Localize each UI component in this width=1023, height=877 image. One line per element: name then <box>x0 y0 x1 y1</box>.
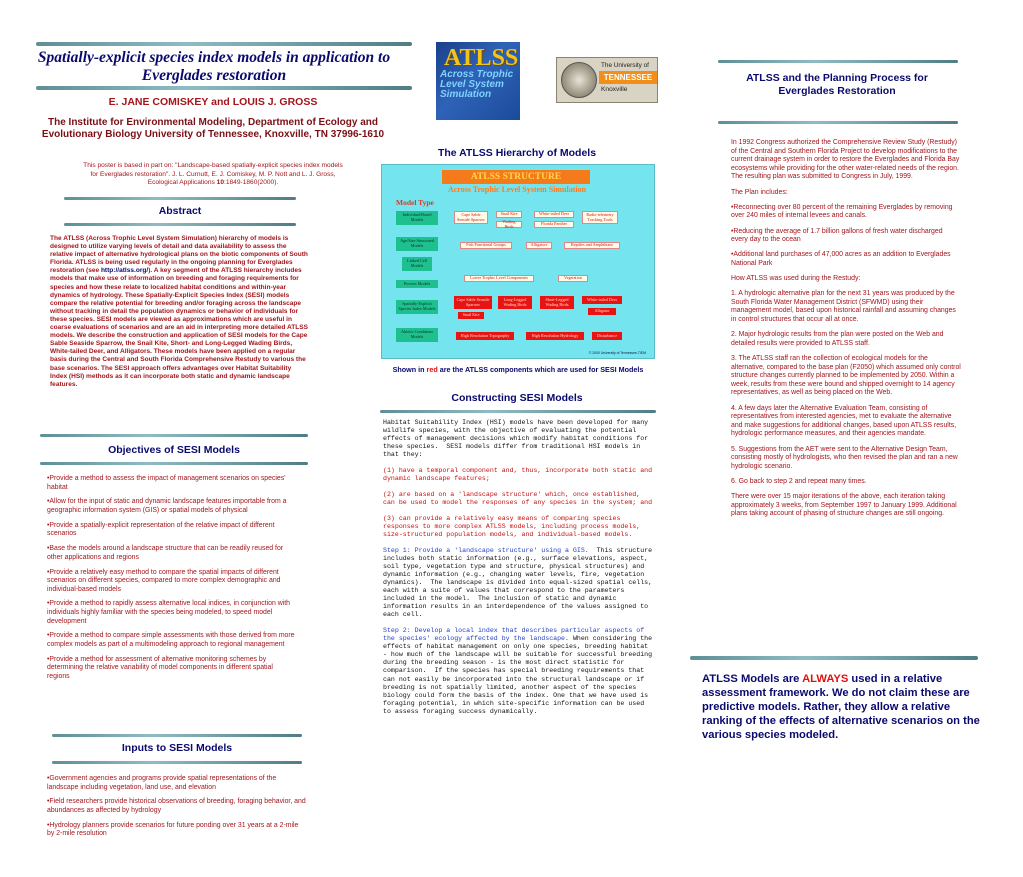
planning-text <box>731 139 961 526</box>
diagram-box: Cape Sable Seaside Sparrow <box>454 211 488 224</box>
caption-red-word: red <box>426 365 438 374</box>
planning-paragraph: •Additional land purchases of 47,000 acres as an addition to Everglades National Park <box>731 251 951 267</box>
planning-paragraph: How ATLSS was used during the Restudy: <box>731 275 861 283</box>
input-item: •Hydrology planners provide scenarios for future ponding over 31 years at a 2-mile by 2-mile resolution <box>47 821 299 838</box>
diagram-copyright: © 2000 University of Tennessee-TIEM <box>588 351 646 355</box>
closing-statement <box>702 672 982 742</box>
planning-paragraph: 4. A few days later the Alternative Evaluation Team, consisting of representatives from interested agencies, met to evaluate the alternative and make suggestions for additional changes, based upon ATLSS results, hydrologic performance measures, and their agencies mandate. <box>731 404 957 438</box>
diagram-box: Snail Kite <box>496 211 522 218</box>
diagram-box-sesi: Long-Legged Wading Birds <box>498 296 532 309</box>
diagram-box: Wading Birds <box>496 221 522 228</box>
diagram-box-sesi: White-tailed Deer <box>582 296 622 304</box>
constructing-text <box>383 419 657 724</box>
diagram-title: ATLSS STRUCTURE <box>442 170 590 184</box>
university-line3: Knoxville <box>601 86 628 93</box>
planning-paragraph: There were over 15 major iterations of the above, each iteration taking approximately 3 weeks, from September 1997 to January 1999. Additional plans taking account of phasing of structure changes are still ongoing. <box>731 493 957 518</box>
diagram-row-label: Spatially-Explicit Species Index Models <box>396 300 438 314</box>
closing-text-b: used in a relative assessment framework. We do not claim these are predictive models. Rather, they allow a relative ranking of the effects of alternative scenarios on the various species modeled. <box>702 673 980 741</box>
title-rule-top <box>36 42 412 46</box>
closing-always: ALWAYS <box>802 673 849 685</box>
atlss-url-link[interactable]: http://atlss.org/ <box>100 267 149 275</box>
objective-item: •Base the models around a landscape structure that can be readily reused for other applications and regions <box>47 545 284 561</box>
diagram-box-sesi: Disturbance <box>592 332 622 340</box>
planning-paragraph: In 1992 Congress authorized the Comprehensive Review Study (Restudy) of the Central and Southern Florida Project to develop modifications to the current drainage system in order to restore the Everglades and Florida Bay ecosystems while providing for the other water-related needs of the region. The resulting plan was submitted to Congress in July, 1999. <box>731 139 960 181</box>
constructing-point-3: (3) can provide a relatively easy means of comparing species responses to more complex ATLSS models, including process models, size-structured population models, and individual-based models. <box>383 514 645 538</box>
diagram-row-label: Individual-Based Models <box>396 211 438 225</box>
diagram-box: Florida Panther <box>534 221 574 228</box>
diagram-box: Vegetation <box>558 275 588 282</box>
constructing-point-1: (1) have a temporal component and, thus, incorporate both static and dynamic landscape features; <box>383 467 657 483</box>
step-2-label: Step 2: Develop a local index that describes particular aspects of the species' ecology affected by the landscape. <box>383 626 649 643</box>
caption-text-a: Shown in <box>392 365 427 374</box>
diagram-box: Reptiles and Amphibians <box>564 242 620 249</box>
institute: The Institute for Environmental Modeling, Department of Ecology and Evolutionary Biology University of Tennessee, Knoxville, TN 37996-1610 <box>41 117 385 140</box>
atlss-logo-subtitle: Across Trophic Level System Simulation <box>440 69 514 100</box>
planning-paragraph: 3. The ATLSS staff ran the collection of ecological models for the alternative, compared to the base plan (F2050) which assumed only control structure changes currently planned to be implemented by 2050. Within a week, results from these were bound and shipped overnight to 14 agency representatives, as well as being placed on the Web. <box>731 355 961 397</box>
diagram-box: Radio-telemetry Tracking Tools <box>582 211 618 224</box>
planning-paragraph: 5. Suggestions from the AET were sent to the Alternative Design Team, consisting mostly of hydrologists, who then revised the plan and ran a new hydrologic scenario. <box>731 445 958 470</box>
constructing-point-2: (2) are based on a 'landscape structure' which, once established, can be used to model the responses of any species in the system; and <box>383 490 653 506</box>
title-rule-bottom <box>36 86 412 90</box>
diagram-box: Lower Trophic Level Components <box>464 275 534 282</box>
abstract-rule-top <box>64 197 296 200</box>
constructing-intro: Habitat Suitability Index (HSI) models have been developed for many wildlife species, with the objective of evaluating the potential effects of management decisions which modify habitat conditions for these species. SESI models differ from traditional HSI models in that they: <box>383 419 653 459</box>
citation-volume: 10 <box>216 179 224 187</box>
diagram-row-label: Abiotic Conditions Models <box>396 328 438 342</box>
atlss-logo <box>436 42 520 120</box>
authors: E. JANE COMISKEY and LOUIS J. GROSS <box>108 96 318 108</box>
step-2-text: When considering the effects of habitat management on only one species, breeding habitat - how much of the landscape will be suitable for successful breeding during the breeding season - is the most direct statistic for comparison. If the species has special breeding requirements that can not easily be incorporated into the structural landscape or if breeding is not spatially limited, another aspect of the species biology could form the basis of the index. One that we have used is foraging potential, in which site-specific information can be used to assess foraging success dynamically. <box>383 635 657 715</box>
objective-item: •Provide a method to compare simple assessments with those derived from more complex models as part of a multimodeling approach to regional management <box>47 632 295 649</box>
constructing-step-2 <box>383 626 657 716</box>
atlss-logo-word: ATLSS <box>444 45 519 71</box>
caption-text-b: are the ATLSS components which are used for SESI Models <box>437 365 644 374</box>
constructing-heading: Constructing SESI Models <box>451 392 583 404</box>
abstract-text-b: ). A key segment of the ATLSS hierarchy includes models that make use of information on breeding and foraging requirements for species and how these relate to localized habitat conditions and within-year dynamics of hydrology. These Spatially-Explicit Species Index (SESI) models compare the relative potential for breeding and/or foraging across the landscape without tracking in detail the population dynamics or behavior of individuals for these species. SESI models are viewed as approximations which are useful in coarse evaluations of scenarios and are an aid in interpreting more detailed ATLSS models. We describe the construction and application of SESI models for the Cape Sable Seaside Sparrow, the Snail Kite, Short- and Long-Legged Wading Birds, White-tailed Deer, and Alligators. These models have been applied on a regular basis during the Central and South Florida Comprehensive Restudy to various the base scenarios. The SESI approach offers advantages over Habitat Suitability Index (HSI) methods as it can incorporate both static and dynamic landscape features. <box>50 267 308 388</box>
diagram-box: Fish Functional Groups <box>460 242 512 249</box>
inputs-rule-bottom <box>52 761 302 764</box>
planning-paragraph: 1. A hydrologic alternative plan for the next 31 years was produced by the South Florida Water Management District (SFWMD) using their management model, based upon historical rainfall and assuming changes in control structures that occur all at once. <box>731 290 956 324</box>
planning-rule-top <box>718 60 958 63</box>
step-1-text: This structure includes both static information (e.g., surface elevations, aspect, soil type, vegetation type and structure, physical structures) and dynamic information (e.g., changing water levels, fire, vegetation dynamics). The landscape is divided into equal-sized spatial cells, each with a suite of values that correspond to the parameters included in the model. The inclusion of static and dynamic information results in an interdependence of the values assigned to each cell. <box>383 546 657 619</box>
objectives-heading: Objectives of SESI Models <box>108 444 240 456</box>
planning-paragraph: 6. Go back to step 2 and repeat many times. <box>731 477 867 485</box>
diagram-box-sesi: Alligator <box>588 308 616 315</box>
diagram-row-label: Linked Cell Models <box>402 257 432 271</box>
objectives-rule-top <box>40 434 308 437</box>
diagram-box-sesi: High Resolution Hydrology <box>526 332 584 340</box>
diagram-subtitle: Across Trophic Level System Simulation <box>447 185 587 194</box>
citation-note <box>80 162 346 188</box>
step-1-label: Step 1: Provide a 'landscape structure' using a GIS. <box>383 546 589 554</box>
diagram-box-sesi: Short-Legged Wading Birds <box>540 296 574 309</box>
diagram-row-label: Process Models <box>396 280 438 288</box>
diagram-box-sesi: Cape Sable Seaside Sparrow <box>454 296 492 309</box>
diagram-row-label: Age/Size Structured Models <box>396 237 438 251</box>
atlss-hierarchy-diagram <box>381 164 655 359</box>
inputs-heading: Inputs to SESI Models <box>121 742 233 754</box>
abstract-text-a: The ATLSS (Across Trophic Level System Simulation) hierarchy of models is designed to utilize varying levels of detail and data availability to assess the relative impact of alternative hydrological plans on the biotic components of South Florida. ATLSS is being used regularly in the ongoing planning for Everglades restoration (see <box>50 235 308 275</box>
planning-paragraph: The Plan includes: <box>731 188 788 196</box>
diagram-caption <box>373 365 663 374</box>
diagram-model-type: Model Type <box>396 198 434 207</box>
diagram-box-sesi: Snail Kite <box>458 312 484 319</box>
poster-title: Spatially-explicit species index models in application to Everglades restoration <box>37 49 391 84</box>
planning-rule-bottom <box>718 121 958 124</box>
university-seal-icon <box>561 62 597 98</box>
objective-item: •Provide a relatively easy method to compare the spatial impacts of different scenarios on different species, compared to more complex demographic and individual-based models <box>47 568 281 593</box>
hierarchy-heading: The ATLSS Hierarchy of Models <box>437 147 597 159</box>
abstract-heading: Abstract <box>158 205 202 217</box>
university-line2: TENNESSEE <box>599 71 657 84</box>
planning-paragraph: •Reducing the average of 1.7 billion gallons of fresh water discharged every day to the ocean <box>731 227 943 244</box>
objective-item: •Provide a spatially-explicit representation of the relative impact of different scenarios <box>47 521 275 538</box>
input-item: •Government agencies and programs provide spatial representations of the landscape including vegetation, land use, and elevation <box>47 775 277 791</box>
objectives-rule-bottom <box>40 462 308 465</box>
objective-item: •Provide a method for assessment of alternative monitoring schemes by determining the relative variability of model components in different spatial regions <box>47 655 273 680</box>
closing-rule <box>690 656 978 660</box>
planning-heading: ATLSS and the Planning Process for Everglades Restoration <box>746 72 928 97</box>
university-logo <box>556 57 658 103</box>
abstract-text <box>50 235 310 389</box>
objective-item: •Allow for the input of static and dynamic landscape features importable from a geographic information system (GIS) or spatial models of physical <box>47 498 287 514</box>
citation-text: This poster is based in part on: "Landscape-based spatially-explicit species index models for Everglades restoration". J. L. Curnutt, E. J. Comiskey, M. P. Nott and L. J. Gross, Ecological Applications <box>83 162 343 187</box>
objectives-list <box>47 475 295 688</box>
closing-text-a: ATLSS Models are <box>702 673 803 685</box>
planning-paragraph: 2. Major hydrologic results from the plan were posted on the Web and detailed results were provided to ATLSS staff. <box>731 331 944 347</box>
inputs-rule-top <box>52 734 302 737</box>
diagram-box-sesi: High Resolution Topography <box>456 332 514 340</box>
diagram-box: Alligators <box>526 242 552 249</box>
objective-item: •Provide a method to assess the impact of management scenarios on species' habitat <box>47 475 286 491</box>
diagram-box: White-tailed Deer <box>534 211 574 218</box>
abstract-rule-bottom <box>64 223 296 226</box>
objective-item: •Provide a method to rapidly assess alternative local indices, in conjunction with individuals highly familiar with the species being modeled, to speed model development <box>47 600 290 625</box>
input-item: •Field researchers provide historical observations of breeding, foraging behavior, and abundances as affected by hydrology <box>47 798 306 814</box>
constructing-step-1 <box>383 546 657 620</box>
planning-paragraph: •Reconnecting over 80 percent of the remaining Everglades by removing over 240 miles of internal levees and canals. <box>731 203 953 220</box>
citation-pages: :1849-1860(2000). <box>224 179 279 187</box>
university-line1: The University of <box>601 62 649 69</box>
inputs-list <box>47 775 307 845</box>
constructing-rule <box>380 410 656 413</box>
